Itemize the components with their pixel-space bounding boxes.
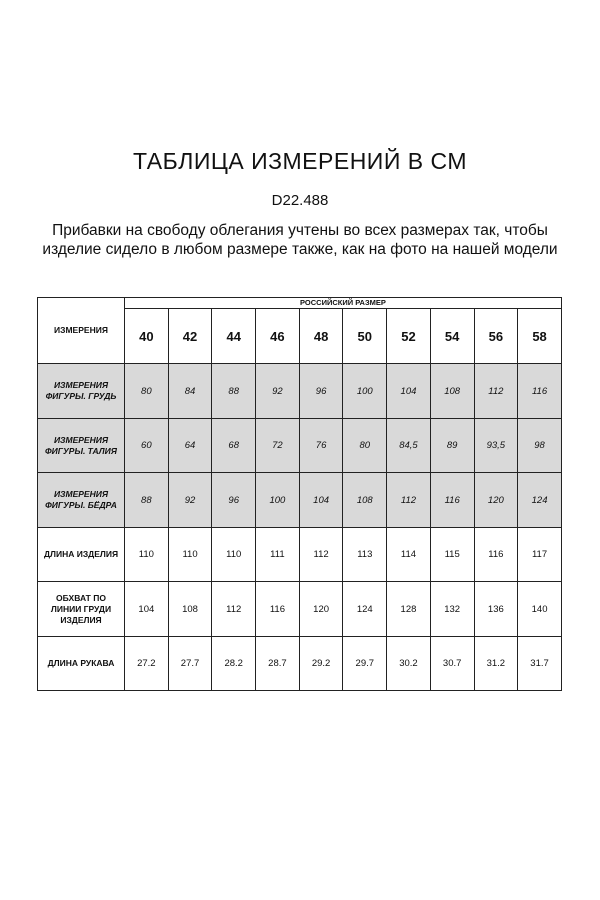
product-code: D22.488	[271, 192, 329, 209]
size-header-cell: 52	[387, 309, 431, 364]
measurement-value: 110	[212, 528, 256, 582]
measurement-row	[38, 473, 562, 528]
measurement-value: 92	[168, 473, 212, 528]
size-header-cell: 42	[168, 309, 212, 364]
measurement-value: 28.2	[212, 637, 256, 691]
size-header-cell: 56	[474, 309, 518, 364]
measurement-row	[38, 364, 562, 419]
measurement-value: 112	[212, 582, 256, 637]
measurement-value: 140	[518, 582, 562, 637]
measurement-value: 80	[343, 419, 387, 473]
measurement-value: 124	[518, 473, 562, 528]
measurement-value: 80	[125, 364, 169, 419]
measurement-value: 72	[256, 419, 300, 473]
measurement-value: 110	[125, 528, 169, 582]
measurement-value: 108	[168, 582, 212, 637]
measurement-value: 84,5	[387, 419, 431, 473]
size-header-cell: 58	[518, 309, 562, 364]
measurement-value: 108	[343, 473, 387, 528]
size-header-cell: 40	[125, 309, 169, 364]
measurement-label: ИЗМЕРЕНИЯ ФИГУРЫ. ГРУДЬ	[38, 364, 125, 419]
measurement-value: 104	[387, 364, 431, 419]
measurement-value: 96	[299, 364, 343, 419]
measurement-value: 111	[256, 528, 300, 582]
size-table	[37, 297, 562, 691]
measurement-value: 115	[430, 528, 474, 582]
measurement-label: ДЛИНА ИЗДЕЛИЯ	[38, 528, 125, 582]
measurement-value: 30.2	[387, 637, 431, 691]
measurement-label: ИЗМЕРЕНИЯ ФИГУРЫ. БЁДРА	[38, 473, 125, 528]
measurement-value: 128	[387, 582, 431, 637]
measurement-value: 100	[343, 364, 387, 419]
measurement-value: 88	[212, 364, 256, 419]
measurement-value: 68	[212, 419, 256, 473]
measurement-value: 112	[387, 473, 431, 528]
measurement-value: 29.7	[343, 637, 387, 691]
corner-label: ИЗМЕРЕНИЯ	[38, 298, 125, 364]
measurement-value: 98	[518, 419, 562, 473]
measurement-value: 104	[125, 582, 169, 637]
page-title: ТАБЛИЦА ИЗМЕРЕНИЙ В СМ	[133, 148, 467, 174]
measurement-value: 132	[430, 582, 474, 637]
measurement-value: 27.7	[168, 637, 212, 691]
measurement-value: 84	[168, 364, 212, 419]
fit-note-line-1: Прибавки на свободу облегания учтены во всех размерах так, чтобы	[52, 222, 548, 239]
measurement-value: 116	[518, 364, 562, 419]
measurement-value: 120	[474, 473, 518, 528]
measurement-value: 104	[299, 473, 343, 528]
measurement-value: 30.7	[430, 637, 474, 691]
measurement-value: 100	[256, 473, 300, 528]
size-group-header: РОССИЙСКИЙ РАЗМЕР	[125, 298, 562, 309]
measurement-value: 31.7	[518, 637, 562, 691]
measurement-value: 114	[387, 528, 431, 582]
measurement-row	[38, 528, 562, 582]
measurement-label: ДЛИНА РУКАВА	[38, 637, 125, 691]
measurement-value: 116	[430, 473, 474, 528]
measurement-value: 28.7	[256, 637, 300, 691]
measurement-value: 120	[299, 582, 343, 637]
measurement-value: 92	[256, 364, 300, 419]
measurement-value: 93,5	[474, 419, 518, 473]
measurement-value: 64	[168, 419, 212, 473]
measurement-value: 124	[343, 582, 387, 637]
measurement-value: 76	[299, 419, 343, 473]
size-header-cell: 48	[299, 309, 343, 364]
measurement-value: 96	[212, 473, 256, 528]
measurement-value: 27.2	[125, 637, 169, 691]
measurement-value: 113	[343, 528, 387, 582]
measurement-value: 110	[168, 528, 212, 582]
size-header-cell: 50	[343, 309, 387, 364]
measurement-value: 116	[474, 528, 518, 582]
measurement-value: 60	[125, 419, 169, 473]
measurement-row	[38, 637, 562, 691]
measurement-value: 117	[518, 528, 562, 582]
fit-note	[0, 221, 600, 259]
measurement-row	[38, 582, 562, 637]
measurement-label: ОБХВАТ ПО ЛИНИИ ГРУДИ ИЗДЕЛИЯ	[38, 582, 125, 637]
measurement-value: 89	[430, 419, 474, 473]
size-header-cell: 46	[256, 309, 300, 364]
measurement-value: 112	[299, 528, 343, 582]
measurement-value: 136	[474, 582, 518, 637]
measurement-value: 88	[125, 473, 169, 528]
measurement-value: 31.2	[474, 637, 518, 691]
measurement-label: ИЗМЕРЕНИЯ ФИГУРЫ. ТАЛИЯ	[38, 419, 125, 473]
measurement-value: 116	[256, 582, 300, 637]
size-header-cell: 44	[212, 309, 256, 364]
measurement-value: 108	[430, 364, 474, 419]
fit-note-line-2: изделие сидело в любом размере также, как на фото на нашей модели	[42, 241, 558, 258]
measurement-row	[38, 419, 562, 473]
measurement-value: 112	[474, 364, 518, 419]
measurement-value: 29.2	[299, 637, 343, 691]
size-header-cell: 54	[430, 309, 474, 364]
